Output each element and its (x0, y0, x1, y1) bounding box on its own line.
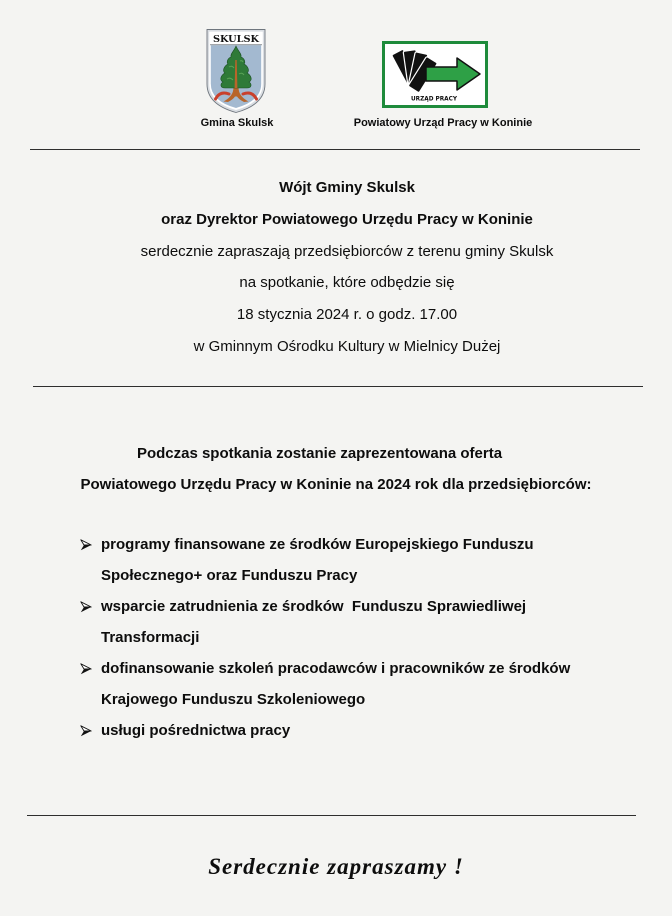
urzad-pracy-logo-lettering: URZĄD PRACY (411, 94, 458, 103)
closing-greeting: Serdecznie zapraszamy ! (208, 854, 464, 879)
offer-list-item (0, 653, 672, 715)
invitation-block (22, 172, 672, 363)
arrow-bullet-icon (80, 601, 92, 613)
list-item-line (0, 622, 672, 653)
list-item-text: programy finansowane ze środków Europejskiego Funduszu (101, 535, 534, 553)
logo-caption-gmina: Gmina Skulsk (200, 117, 274, 129)
list-item-text: dofinansowanie szkoleń pracodawców i pracowników ze środków (101, 659, 571, 677)
list-item-text: Transformacji (101, 628, 200, 646)
list-item-text: Krajowego Funduszu Szkoleniowego (101, 690, 366, 708)
list-item-line (0, 653, 672, 684)
list-item-line (0, 591, 672, 622)
arrow-bullet-icon (80, 663, 92, 675)
skulsk-logo-lettering: SKULSK (213, 34, 261, 45)
invitation-message-line: serdecznie zapraszają przedsiębiorców z terenu gminy Skulsk (140, 242, 554, 260)
list-item-text: usługi pośrednictwa pracy (101, 721, 291, 739)
divider-bottom (27, 815, 636, 816)
arrow-bullet-icon (80, 539, 92, 551)
list-item-line (0, 529, 672, 560)
list-item-line (0, 715, 672, 746)
event-venue: w Gminnym Ośrodku Kultury w Mielnicy Dużej (193, 337, 501, 355)
list-item-text: Społecznego+ oraz Funduszu Pracy (101, 566, 358, 584)
cohost-line: oraz Dyrektor Powiatowego Urzędu Pracy w Koninie (161, 210, 533, 228)
divider-middle (33, 386, 643, 387)
host-line: Wójt Gminy Skulsk (279, 179, 415, 196)
offer-list-item (0, 529, 672, 591)
event-date-time: 18 stycznia 2024 r. o godz. 17.00 (236, 306, 458, 324)
arrow-bullet-icon (80, 725, 92, 737)
skulsk-coat-of-arms-icon (205, 27, 267, 114)
offer-list-item (0, 715, 672, 746)
offer-list-item (0, 591, 672, 653)
list-item-text: wsparcie zatrudnienia ze środków Funduszu Sprawiedliwej (101, 597, 527, 615)
logo-caption-urzad-pracy: Powiatowy Urząd Pracy w Koninie (353, 117, 533, 129)
list-item-line (0, 684, 672, 715)
offer-intro-line: Podczas spotkania zostanie zaprezentowana oferta (136, 444, 503, 462)
list-item-line (0, 560, 672, 591)
offer-intro-line: Powiatowego Urzędu Pracy w Koninie na 2024 rok dla przedsiębiorców: (80, 475, 592, 493)
offer-intro (0, 438, 672, 500)
divider-top (30, 149, 640, 150)
invitation-message-line: na spotkanie, które odbędzie się (239, 274, 455, 292)
urzad-pracy-logo-icon (382, 41, 488, 108)
offer-list (0, 529, 672, 746)
